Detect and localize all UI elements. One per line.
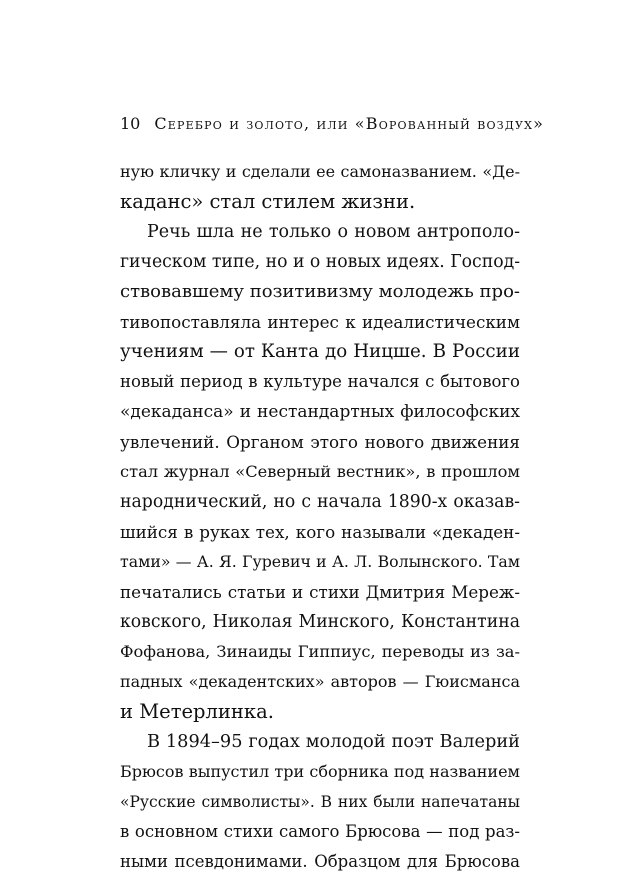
paragraph-2-line-10: народнический, но с начала 1890-х оказав-	[120, 492, 520, 512]
running-title: Серебро и золото, или «Ворованный воздух»	[154, 114, 545, 133]
paragraph-3-line-1: В 1894–95 годах молодой поэт Валерий	[147, 732, 520, 752]
paragraph-2-line-15: Фофанова, Зинаиды Гиппиус, переводы из за-	[120, 642, 520, 661]
paragraph-2-line-1: Речь шла не только о новом антрополо-	[147, 222, 520, 242]
paragraph-3-line-4: в основном стихи самого Брюсова — под раз-	[120, 822, 520, 841]
paragraph-3-line-2: Брюсов выпустил три сборника под названием	[120, 762, 520, 781]
running-header	[120, 114, 545, 138]
paragraph-2-line-3: ствовавшему позитивизму молодежь про-	[120, 281, 520, 302]
paragraph-2-line-4: тивопоставляла интерес к идеалистическим	[120, 312, 520, 332]
page-number: 10	[120, 114, 141, 133]
paragraph-2-line-6: новый период в культуре начался с бытового	[120, 372, 520, 391]
paragraph-3-line-3: «Русские символисты». В них были напечатаны	[120, 793, 520, 811]
paragraph-2-line-9: стал журнал «Северный вестник», в прошлом	[120, 462, 520, 481]
body-text	[120, 157, 520, 877]
paragraph-3-line-5: ными псевдонимами. Образцом для Брюсова	[120, 852, 520, 871]
paragraph-2-line-14: ковского, Николая Минского, Константина	[120, 612, 520, 632]
paragraph-2-line-17: и Метерлинка.	[120, 700, 274, 723]
paragraph-2-line-8: увлечений. Органом этого нового движения	[120, 432, 520, 452]
paragraph-2-line-11: шийся в руках тех, кого называли «декаден-	[120, 522, 520, 542]
paragraph-2-line-5: учениям — от Канта до Ницше. В России	[120, 341, 520, 362]
paragraph-1-line-2: каданс» стал стилем жизни.	[120, 190, 416, 213]
paragraph-2-line-12: тами» — А. Я. Гуревич и А. Л. Волынского. Там	[120, 552, 520, 571]
paragraph-2-line-2: гическом типе, но и о новых идеях. Господ-	[120, 252, 521, 272]
paragraph-2-line-7: «декаданса» и нестандартных философских	[120, 402, 520, 422]
paragraph-2-line-13: печатались статьи и стихи Дмитрия Мереж-	[120, 582, 520, 602]
paragraph-2-line-16: падных «декадентских» авторов — Гюисманса	[120, 672, 520, 691]
paragraph-1-line-1: ную кличку и сделали ее самоназванием. «Де-	[120, 162, 520, 181]
